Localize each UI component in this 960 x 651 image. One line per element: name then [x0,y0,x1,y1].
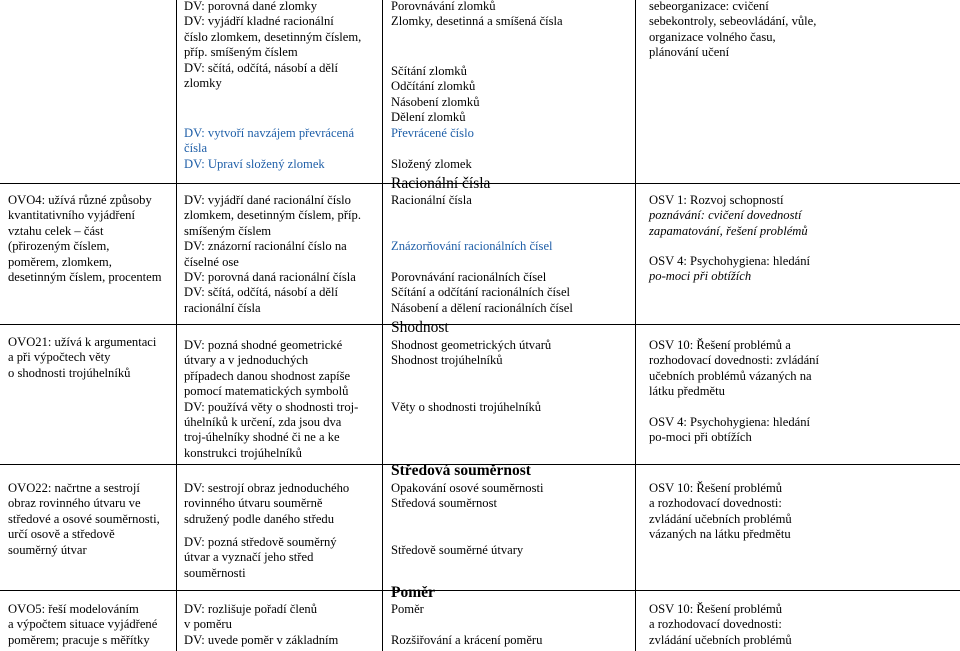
crosstopic-self-organization: sebeorganizace: cvičení sebekontroly, sebeovládání, vůle, organizace volného času, plánování učení [649,0,817,60]
curriculum-rational: Racionální čísla [391,193,472,207]
curriculum-ratio-scaling: Rozšiřování a krácení poměru [391,633,543,647]
outcome-ovo4: OVO4: užívá různé způsoby kvantitativního vyjádření vztahu celek – část (přirozeným číslem, poměrem, zlomkem, desetinným číslem, procentem [8,193,162,285]
results-symmetry: DV: sestrojí obraz jednoduchého rovinného útvaru souměrně sdružený podle daného středu [184,481,350,526]
curriculum-fractions: Porovnávání zlomků Zlomky, desetinná a smíšená čísla [391,0,563,29]
curriculum-complex-fraction: Složený zlomek [391,157,472,171]
curriculum-rational-ops: Porovnávání racionálních čísel Sčítání a odčítání racionálních čísel Násobení a dělení racionálních čísel [391,270,573,315]
crosstopic-osv4: OSV 4: Psychohygiena: hledání po-moci při obtížích [649,254,811,284]
curriculum-congruence-theorems: Věty o shodnosti trojúhelníků [391,400,542,414]
results-symmetry-2: DV: pozná středově souměrný útvar a vyznačí jeho střed souměrnosti [184,535,337,580]
crosstopic-osv10: OSV 10: Řešení problémů a rozhodovací dovednosti: zvládání učebních problémů vázaných na látku předmětu [649,338,819,399]
crosstopic-osv4-b: OSV 4: Psychohygiena: hledání po-moci při obtížích [649,415,811,445]
column-cross-topics [635,0,960,651]
results-fractions: DV: porovná dané zlomky DV: vyjádří kladné racionální číslo zlomkem, desetinným číslem, příp. smíšeným číslem DV: sčítá, odčítá, násobí a dělí zlomky [184,0,362,91]
results-congruence: DV: pozná shodné geometrické útvary a v jednoduchých případech danou shodnost zapíše pomocí matematických symbolů DV: používá věty o shodnosti troj- úhelníků k určení, zda jsou dva troj-úhelníky shodné či ne a ke konstrukci trojúhelníků [184,338,359,460]
section-heading-rational: Racionální čísla [391,175,491,192]
curriculum-fraction-ops: Sčítání zlomků Odčítání zlomků Násobení zlomků Dělení zlomků Převrácené číslo [391,64,480,140]
results-rational: DV: vyjádří dané racionální číslo zlomkem, desetinným číslem, příp. smíšeným číslem DV: znázorní racionální číslo na číselné ose DV: porovná daná racionální čísla DV: sčítá, odčítá, násobí a dělí racionální čísla [184,193,361,315]
section-heading-congruence: Shodnost [391,319,449,336]
outcome-ovo5: OVO5: řeší modelováním a výpočtem situace vyjádřené poměrem; pracuje s měřítky [8,602,158,647]
curriculum-congruence: Shodnost geometrických útvarů Shodnost trojúhelníků [391,338,552,368]
curriculum-symmetric-shapes: Středově souměrné útvary [391,543,524,557]
curriculum-rational-axis: Znázorňování racionálních čísel [391,239,553,253]
crosstopic-osv10-b: OSV 10: Řešení problémů a rozhodovací dovednosti: zvládání učebních problémů vázaných na látku předmětu [649,481,792,542]
row-divider [0,324,960,325]
results-reciprocal: DV: vytvoří navzájem převrácená čísla DV: Upraví složený zlomek [184,126,355,171]
outcome-ovo22: OVO22: načrtne a sestrojí obraz rovinného útvaru ve středové a osové souměrnosti, určí osově a středově souměrný útvar [8,481,160,557]
row-divider [0,590,960,591]
section-heading-ratio: Poměr [391,584,435,601]
crosstopic-osv1: OSV 1: Rozvoj schopností poznávání: cvičení dovedností zapamatování, řešení problémů [649,193,808,238]
curriculum-ratio: Poměr [391,602,424,616]
section-heading-symmetry: Středová souměrnost [391,462,531,479]
curriculum-symmetry: Opakování osové souměrnosti Středová souměrnost [391,481,544,511]
results-ratio: DV: rozlišuje pořadí členů v poměru DV: uvede poměr v základním [184,602,339,647]
outcome-ovo21: OVO21: užívá k argumentaci a při výpočtech věty o shodnosti trojúhelníků [8,335,157,380]
crosstopic-osv10-c: OSV 10: Řešení problémů a rozhodovací dovednosti: zvládání učebních problémů [649,602,792,647]
